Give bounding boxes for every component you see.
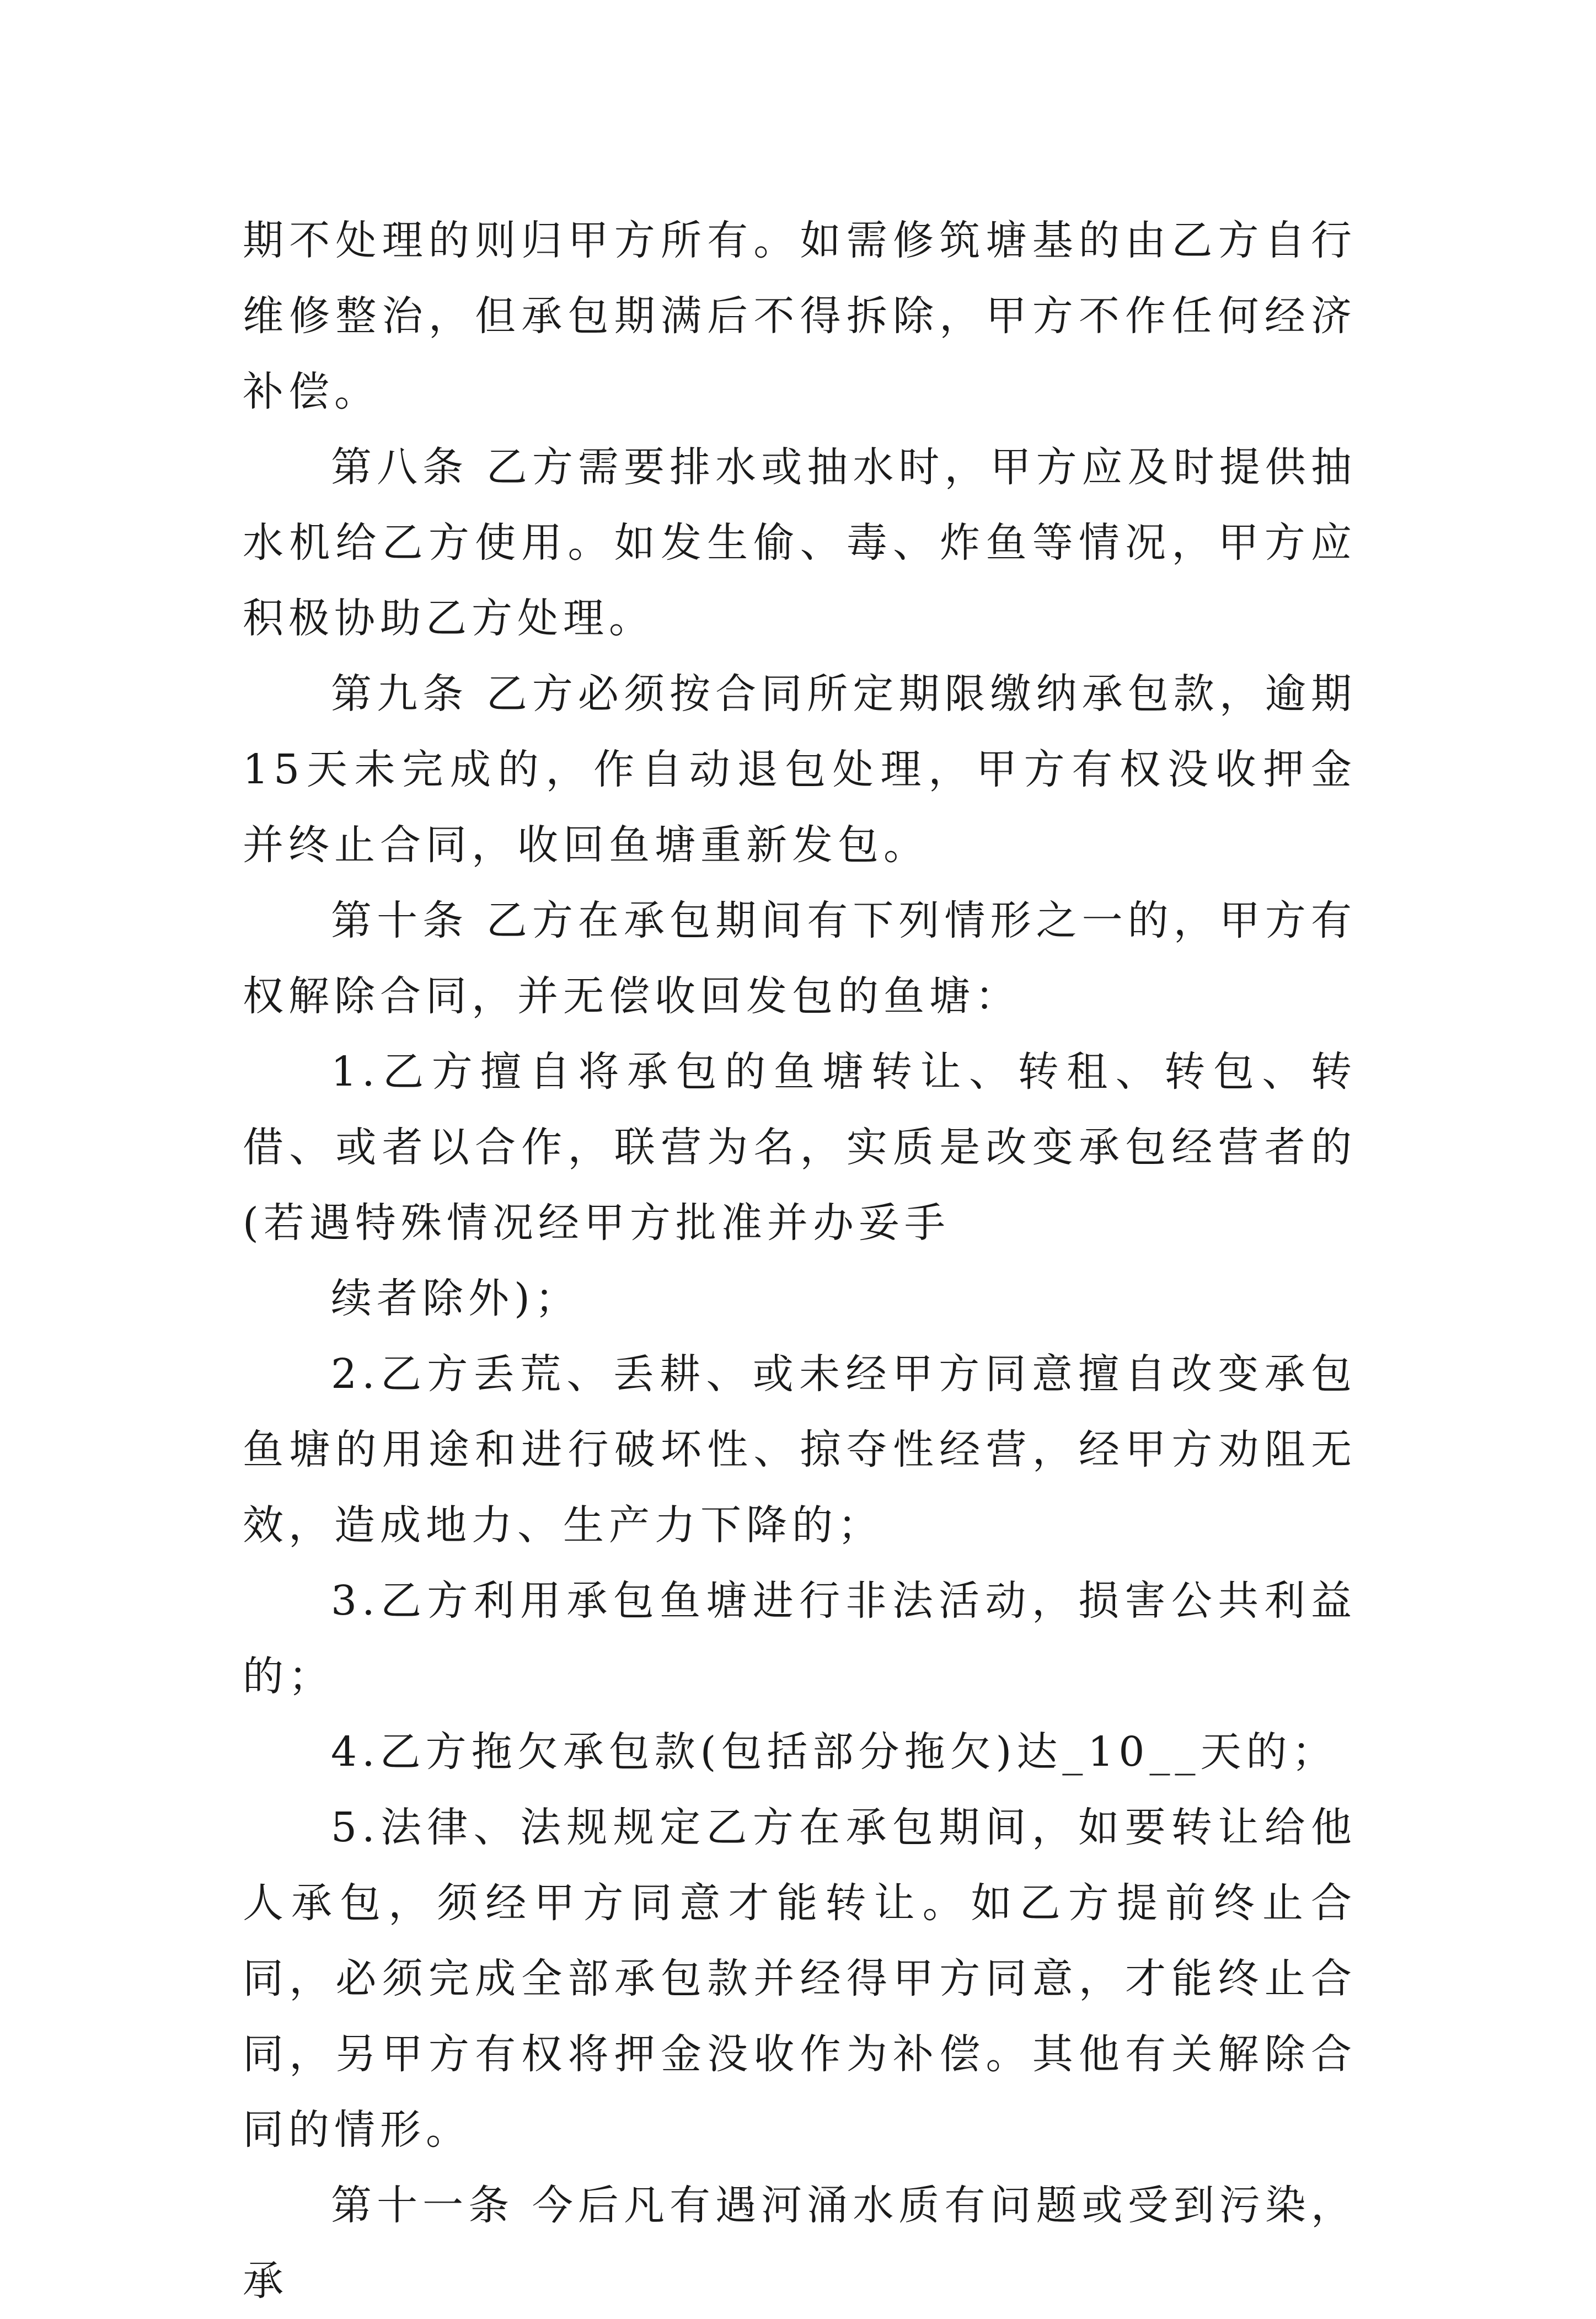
paragraph-article-9: 第九条 乙方必须按合同所定期限缴纳承包款，逾期15天未完成的，作自动退包处理，甲方有权没收押金并终止合同，收回鱼塘重新发包。 [243, 670, 1357, 869]
paragraph-continuation: 期不处理的则归甲方所有。如需修筑塘基的由乙方自行维修整治，但承包期满后不得拆除，甲方不作任何经济补偿。 [243, 217, 1357, 415]
paragraph-item-4: 4.乙方拖欠承包款(包括部分拖欠)达_10__天的； [331, 1728, 1338, 1776]
paragraph-article-10: 第十条 乙方在承包期间有下列情形之一的，甲方有权解除合同，并无偿收回发包的鱼塘： [243, 897, 1357, 1020]
paragraph-article-8: 第八条 乙方需要排水或抽水时，甲方应及时提供抽水机给乙方使用。如发生偷、毒、炸鱼等情况，甲方应积极协助乙方处理。 [243, 444, 1357, 642]
paragraph-item-1-continued: 续者除外)； [331, 1275, 581, 1322]
paragraph-item-1: 1.乙方擅自将承包的鱼塘转让、转租、转包、转借、或者以合作，联营为名，实质是改变承包经营者的(若遇特殊情况经甲方批准并办妥手 [243, 1048, 1357, 1247]
paragraph-item-2: 2.乙方丢荒、丢耕、或未经甲方同意擅自改变承包鱼塘的用途和进行破坏性、掠夺性经营，经甲方劝阻无效，造成地力、生产力下降的； [243, 1350, 1357, 1549]
paragraph-item-5: 5.法律、法规规定乙方在承包期间，如要转让给他人承包，须经甲方同意才能转让。如乙方提前终止合同，必须完成全部承包款并经得甲方同意，才能终止合同，另甲方有权将押金没收作为补偿。其他有关解除合同的情形。 [243, 1804, 1357, 2154]
paragraph-item-3: 3.乙方利用承包鱼塘进行非法活动，损害公共利益的； [243, 1577, 1357, 1700]
document-body [243, 203, 1357, 2319]
paragraph-article-11: 第十一条 今后凡有遇河涌水质有问题或受到污染，承 [243, 2182, 1357, 2305]
